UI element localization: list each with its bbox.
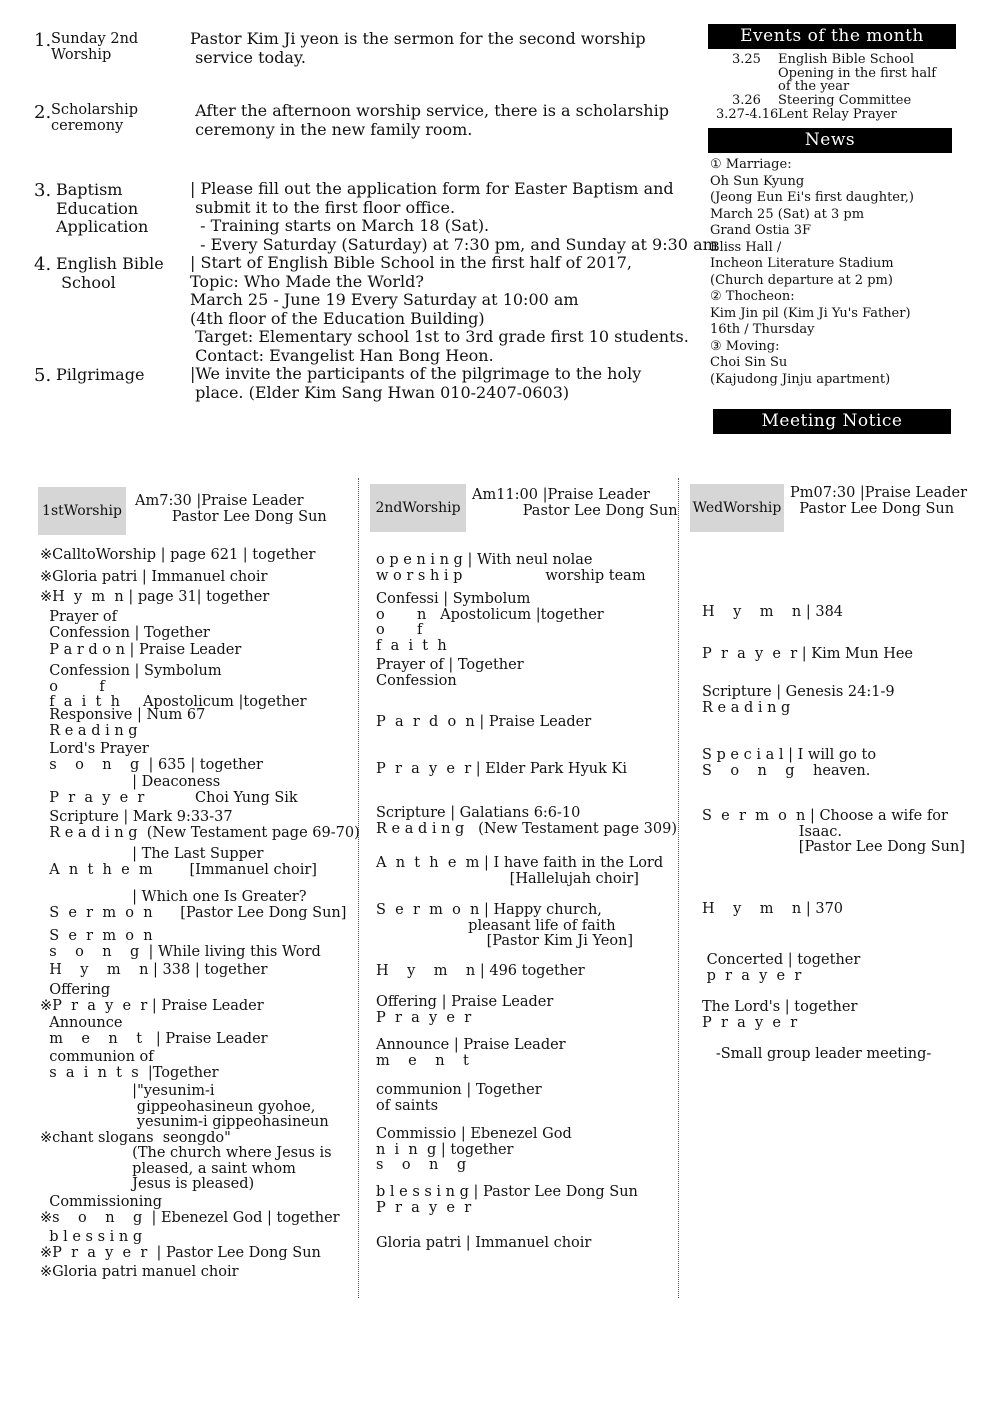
event-date: 3.26 bbox=[732, 93, 761, 108]
second-worship-label: 2ndWorship bbox=[370, 484, 466, 532]
worship-item: Prayer of Confession | Together bbox=[49, 609, 210, 641]
announcement-title: Pilgrimage bbox=[56, 365, 145, 384]
wed-worship-label: WedWorship bbox=[690, 484, 784, 532]
worship-item: o p e n i n g | With neul nolae w o r s h i p worship team bbox=[376, 552, 646, 584]
worship-item: Offering | Praise Leader P r a y e r bbox=[376, 994, 554, 1026]
worship-item: | The Last Supper A n t h e m [Immanuel choir] bbox=[49, 846, 317, 878]
meeting-notice-bar: Meeting Notice bbox=[713, 409, 951, 434]
worship-item: Scripture | Genesis 24:1-9 R e a d i n g bbox=[702, 684, 895, 716]
worship-item: Scripture | Galatians 6:6-10 R e a d i n g (New Testament page 309) bbox=[376, 805, 677, 837]
announcement-body: | Please fill out the application form for Easter Baptism and submit it to the first floor office. - Training starts on March 18 (Sat). - Every Saturday (Saturday) at 7:30 pm, and Sunday at 9:30 am bbox=[190, 179, 718, 254]
worship-item: The Lord's | together P r a y e r bbox=[702, 999, 858, 1031]
worship-item: b l e s s i n g | Pastor Lee Dong Sun P r a y e r bbox=[376, 1184, 638, 1216]
announcement-body: After the afternoon worship service, there is a scholarship ceremony in the new family room. bbox=[195, 101, 669, 139]
worship-item: -Small group leader meeting- bbox=[702, 1046, 932, 1062]
announcement-title: Baptism Education Application bbox=[56, 180, 149, 236]
worship-item: ※Gloria patri manuel choir bbox=[40, 1264, 239, 1280]
worship-item: Lord's Prayer s o n g | 635 | together bbox=[49, 741, 263, 773]
worship-item: P r a y e r | Kim Mun Hee bbox=[702, 646, 914, 662]
column-divider-2 bbox=[678, 478, 679, 1298]
worship-item: S e r m o n | Choose a wife for Isaac. [Pastor Lee Dong Sun] bbox=[702, 808, 965, 855]
worship-item: S e r m o n | Happy church, pleasant life of faith [Pastor Kim Ji Yeon] bbox=[376, 902, 634, 949]
announcement-number: 1. bbox=[34, 30, 52, 51]
worship-item: ※Gloria patri | Immanuel choir bbox=[40, 569, 268, 585]
announcement-number: 5. bbox=[34, 365, 52, 386]
worship-item: communion | Together of saints bbox=[376, 1082, 542, 1114]
worship-item: Offering ※P r a y e r | Praise Leader bbox=[40, 982, 264, 1014]
worship-item: A n t h e m | I have faith in the Lord [Hallelujah choir] bbox=[376, 855, 664, 887]
worship-item: Confessi | Symbolum o n Apostolicum |together o f f a i t h bbox=[376, 591, 604, 654]
worship-item: Announce | Praise Leader m e n t bbox=[376, 1037, 566, 1069]
worship-item: Commissioning ※s o n g | Ebenezel God | together bbox=[40, 1194, 340, 1226]
announcement-title: English Bible School bbox=[56, 254, 164, 292]
second-worship-header: Am11:00 |Praise Leader Pastor Lee Dong Sun bbox=[472, 487, 678, 519]
worship-item: S p e c i a l | I will go to S o n g heaven. bbox=[702, 747, 877, 779]
announcement-body: |We invite the participants of the pilgrimage to the holy place. (Elder Kim Sang Hwan 010-2407-0603) bbox=[190, 364, 642, 402]
worship-item: |"yesunim-i gippeohasineun gyohoe, yesunim-i gippeohasineun ※chant slogans seongdo" (The church where Jesus is pleased, a saint whom Jesus is pleased) bbox=[40, 1083, 332, 1192]
first-worship-header: Am7:30 |Praise Leader Pastor Lee Dong Sun bbox=[135, 493, 327, 525]
worship-item: | Which one Is Greater? S e r m o n [Pastor Lee Dong Sun] bbox=[49, 889, 347, 921]
worship-item: Scripture | Mark 9:33-37 R e a d i n g (New Testament page 69-70) bbox=[49, 809, 360, 841]
worship-item: H y m n | 496 together bbox=[376, 963, 585, 979]
first-worship-label: 1stWorship bbox=[38, 487, 126, 535]
worship-item: H y m n | 384 bbox=[702, 604, 844, 620]
worship-item: Announce m e n t | Praise Leader bbox=[49, 1015, 268, 1047]
worship-item: Gloria patri | Immanuel choir bbox=[376, 1235, 592, 1251]
news-title-bar: News bbox=[708, 128, 952, 153]
announcement-body: Pastor Kim Ji yeon is the sermon for the second worship service today. bbox=[190, 29, 646, 67]
worship-item: H y m n | 338 | together bbox=[40, 962, 268, 978]
event-text: English Bible School Opening in the first half of the year bbox=[778, 52, 937, 94]
event-date: 3.25 bbox=[732, 52, 761, 67]
worship-item: ※CalltoWorship | page 621 | together bbox=[40, 547, 316, 563]
announcement-body: | Start of English Bible School in the first half of 2017, Topic: Who Made the World? March 25 - June 19 Every Saturday at 10:00 am (4th floor of the Education Building) Target: Elementary school 1st to 3rd grade first 10 students. Contact: Evangelist Han Bong Heon. bbox=[190, 253, 689, 365]
worship-item: Confession | Symbolum o f f a i t h Apostolicum |together bbox=[49, 663, 307, 710]
worship-item: P a r d o n | Praise Leader bbox=[376, 714, 592, 730]
events-title-bar: Events of the month bbox=[708, 24, 956, 49]
worship-item: Concerted | together p r a y e r bbox=[706, 952, 861, 984]
announcement-title: Scholarship ceremony bbox=[51, 102, 139, 134]
announcement-number: 3. bbox=[34, 180, 52, 201]
column-divider-1 bbox=[358, 478, 359, 1298]
worship-item: P a r d o n | Praise Leader bbox=[40, 642, 242, 658]
worship-item: | Deaconess P r a y e r Choi Yung Sik bbox=[49, 774, 298, 806]
announcement-number: 4. bbox=[34, 254, 52, 275]
worship-item: H y m n | 370 bbox=[702, 901, 844, 917]
worship-item: Prayer of | Together Confession bbox=[376, 657, 524, 689]
worship-item: ※H y m n | page 31| together bbox=[40, 589, 270, 605]
worship-item: P r a y e r | Elder Park Hyuk Ki bbox=[376, 761, 627, 777]
worship-item: communion of s a i n t s |Together bbox=[49, 1049, 219, 1081]
event-text: Lent Relay Prayer bbox=[778, 107, 897, 122]
news-body: ① Marriage: Oh Sun Kyung (Jeong Eun Ei's first daughter,) March 25 (Sat) at 3 pm Grand Ostia 3F Bliss Hall / Incheon Literature Stadium (Church departure at 2 pm) ② Thocheon: Kim Jin pil (Kim Ji Yu's Father) 16th / Thursday ③ Moving: Choi Sin Su (Kajudong Jinju apartment) bbox=[710, 157, 914, 387]
announcement-title: Sunday 2nd Worship bbox=[51, 31, 139, 63]
announcement-number: 2. bbox=[34, 102, 52, 123]
wed-worship-header: Pm07:30 |Praise Leader Pastor Lee Dong Sun bbox=[790, 485, 968, 517]
event-date: 3.27-4.16 bbox=[716, 107, 779, 122]
event-text: Steering Committee bbox=[778, 93, 912, 108]
worship-item: b l e s s i n g ※P r a y e r | Pastor Lee Dong Sun bbox=[40, 1229, 321, 1261]
worship-item: S e r m o n s o n g | While living this Word bbox=[49, 928, 321, 960]
worship-item: Commissio | Ebenezel God n i n g | together s o n g bbox=[376, 1126, 572, 1173]
worship-item: Responsive | Num 67 R e a d i n g bbox=[49, 707, 206, 739]
